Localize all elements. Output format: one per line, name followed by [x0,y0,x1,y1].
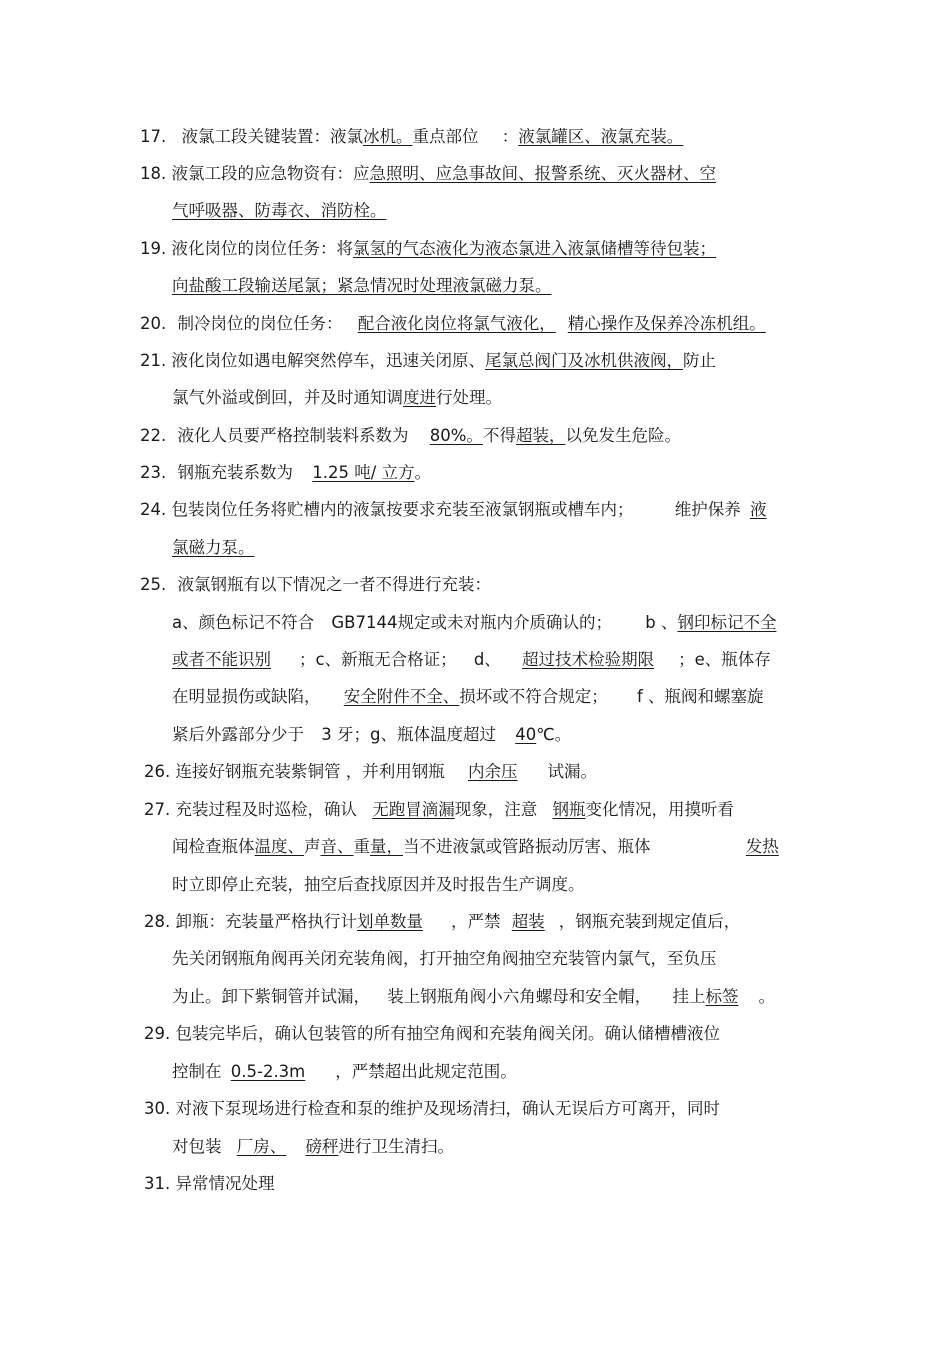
item-number: 27. [144,800,171,819]
answer-text: 安全附件不全、 [343,687,460,706]
item-number: 22. [140,426,167,445]
answer-text: 配合液化岗位将氯气液化， [357,314,556,333]
item-text: 试漏。 [547,762,597,781]
answer-text: 气呼吸器、防毒衣、消防栓。 [172,201,387,220]
item-text: ；e、瓶体存 [678,650,771,669]
item-text: 。 [414,463,432,482]
item-text: 对液下泵现场进行检查和泵的维护及现场清扫，确认无误后方可离开，同时 [175,1099,720,1118]
item-text: 控制在 [172,1062,222,1081]
item-text: 对包装 [172,1137,222,1156]
item-17 [140,126,683,148]
answer-text: 氯氢的气态液化为液态氯进入液氯储槽等待包装； [353,239,716,258]
item-text: 异常情况处理 [175,1174,275,1193]
item-text: 重 [353,837,370,856]
item-number: 28. [144,912,171,931]
item-text: 行处理。 [436,388,502,407]
item-text: 液化人员要严格控制装料系数为 [177,426,409,445]
item-number: 19. [140,239,167,258]
item-text: 重点部位 [412,127,479,146]
answer-text: 液氯罐区、 [518,127,601,146]
item-number: 23. [140,463,167,482]
item-text: ： [501,127,519,146]
item-31 [144,1173,275,1195]
item-number: 29. [144,1024,171,1043]
item-text: 液化岗位如遇电解突然停车，迅速关闭原、 [171,351,485,370]
item-text: d、 [473,650,501,669]
item-text: 液氯钢瓶有以下情况之一者不得进行充装： [177,575,491,594]
item-text: 。 [758,987,775,1006]
item-text: 为止。卸下紫铜管并试漏， [172,987,370,1006]
item-text: 3 牙；g、瓶体温度超过 [321,725,496,744]
item-25-line5 [172,724,571,746]
item-25-line3 [172,649,771,671]
item-number: 20. [140,314,167,333]
item-text: 先关闭钢瓶角阀再关闭充装角阀，打开抽空角阀抽空充装管内氯气，至负压 [172,949,717,968]
item-text: 闻检查瓶体 [172,837,255,856]
item-19-line2 [172,275,552,297]
answer-text: 标签 [705,987,739,1006]
item-25-line2 [172,612,776,634]
item-text: GB7144规定或未对瓶内介质确认的； [331,613,612,632]
item-text: 挂上 [672,987,706,1006]
item-text: 紧后外露部分少于 [172,725,304,744]
item-30 [144,1098,720,1120]
item-text: 时立即停止充装，抽空后查找原因并及时报告生产调度。 [172,875,585,894]
item-text: ，严禁超出此规定范围。 [335,1062,517,1081]
item-text: f 、瓶阀和螺塞旋 [637,687,764,706]
answer-text: 钢瓶 [552,800,586,819]
answer-text: 0.5-2.3m [230,1062,306,1081]
item-text: ；c、新瓶无合格证； [299,650,457,669]
item-21 [140,350,716,372]
item-text: 包装完毕后，确认包装管的所有抽空角阀和充装角阀关闭。确认储槽槽液位 [175,1024,720,1043]
answer-text: 向盐酸工段输送尾氯；紧急情况时处理液氯磁力泵。 [172,276,552,295]
item-text: 装上钢瓶角阀小六角螺母和安全帽， [387,987,652,1006]
item-text: a、颜色标记不符合 [172,613,315,632]
item-text: ，严禁 [451,912,501,931]
answer-text: 报警系统、 [534,164,617,183]
answer-text: 1.25 吨/ 立方 [312,463,415,482]
item-text: 维护保养 [674,500,741,519]
answer-text: 80%。 [429,426,483,445]
item-28-line3 [172,986,775,1008]
item-number: 30. [144,1099,171,1118]
answer-text: 40 [515,725,537,744]
item-19 [140,238,716,260]
item-text: 防止 [683,351,716,370]
item-18-line2 [172,200,387,222]
item-text: 连接好钢瓶充装紫铜管 [175,762,341,781]
item-text: 以免发生危险。 [565,426,681,445]
item-text: 液氯工段的应急物资有：应 [171,164,370,183]
item-text: ，钢瓶充装到规定值后， [558,912,741,931]
item-number: 26. [144,762,171,781]
item-26 [144,761,597,783]
answer-text: 尾氯总阀门及冰机供液阀， [485,351,683,370]
answer-text: 发热 [745,837,779,856]
answer-text: 温度、 [254,837,304,856]
item-27-line2 [172,836,779,858]
item-28-line2 [172,948,717,970]
item-text: 在明显损伤或缺陷， [172,687,321,706]
item-18 [140,163,776,185]
item-29-line2 [172,1061,517,1083]
item-text: 进行卫生清扫。 [338,1137,454,1156]
item-27-line3 [172,874,585,896]
item-number: 25. [140,575,167,594]
answer-text: 磅秤 [305,1137,339,1156]
answer-text: 厂房、 [236,1137,287,1156]
item-text: 氯气外溢或倒回，并及时通知调 [172,388,403,407]
item-text: 现象，注意 [454,800,538,819]
answer-text: 氯磁力泵。 [172,538,255,557]
answer-text: 液 [750,500,767,519]
answer-text: 急照明、 [369,164,436,183]
answer-text: 冰机。 [363,127,413,146]
item-21-line2 [172,387,502,409]
item-text: 制冷岗位的岗位任务： [177,314,343,333]
item-27 [144,799,734,821]
item-text: ，并利用钢瓶 [345,762,445,781]
item-number: 21. [140,351,167,370]
answer-text: 内余压 [468,762,518,781]
answer-text: 钢印标记不全 [677,613,777,632]
answer-text: 音、 [320,837,354,856]
answer-text: 无跑冒滴漏 [372,800,455,819]
item-text: 变化情况，用摸听看 [585,800,734,819]
answer-text: 度进 [403,388,436,407]
item-text: b 、 [645,613,678,632]
item-25-line4 [172,686,764,708]
answer-text: 精心操作及保养冷冻机组。 [567,314,766,333]
answer-text: 应急事故间、 [435,164,535,183]
answer-text: 超过技术检验期限 [522,650,655,669]
item-22 [140,425,681,447]
item-text: 充装过程及时巡检，确认 [175,800,357,819]
item-29 [144,1023,720,1045]
item-text: 钢瓶充装系数为 [177,463,293,482]
item-number: 18. [140,164,167,183]
item-text: 不得 [482,426,516,445]
answer-text: 液氯充装。 [600,127,684,146]
item-text: 液化岗位的岗位任务：将 [171,239,353,258]
item-text: 当不进液氯或管路振动厉害、瓶体 [403,837,651,856]
item-number: 24. [140,500,167,519]
item-number: 31. [144,1174,171,1193]
answer-text: 超装 [511,912,545,931]
item-number: 17. [140,127,167,146]
item-23 [140,462,431,484]
item-24 [140,499,767,521]
item-20 [140,313,766,335]
item-text: ℃。 [536,725,572,744]
item-28 [144,911,740,933]
answer-text: 划单数量 [357,912,423,931]
item-25 [140,574,491,596]
answer-text: 或者不能识别 [172,650,271,669]
item-text: 液氯工段关键装置：液氯 [181,127,363,146]
answer-text: 量， [370,837,403,856]
answer-text: 超装， [515,426,566,445]
item-30-line2 [172,1136,454,1158]
item-text: 声 [304,837,321,856]
item-text: 包装岗位任务将贮槽内的液氯按要求充装至液氯钢瓶或槽车内； [171,500,634,519]
item-text: 卸瓶：充装量严格执行计 [175,912,357,931]
item-24-line2 [172,537,255,559]
answer-text: 灭火器材、空 [617,164,716,183]
item-text: 损坏或不符合规定； [459,687,608,706]
